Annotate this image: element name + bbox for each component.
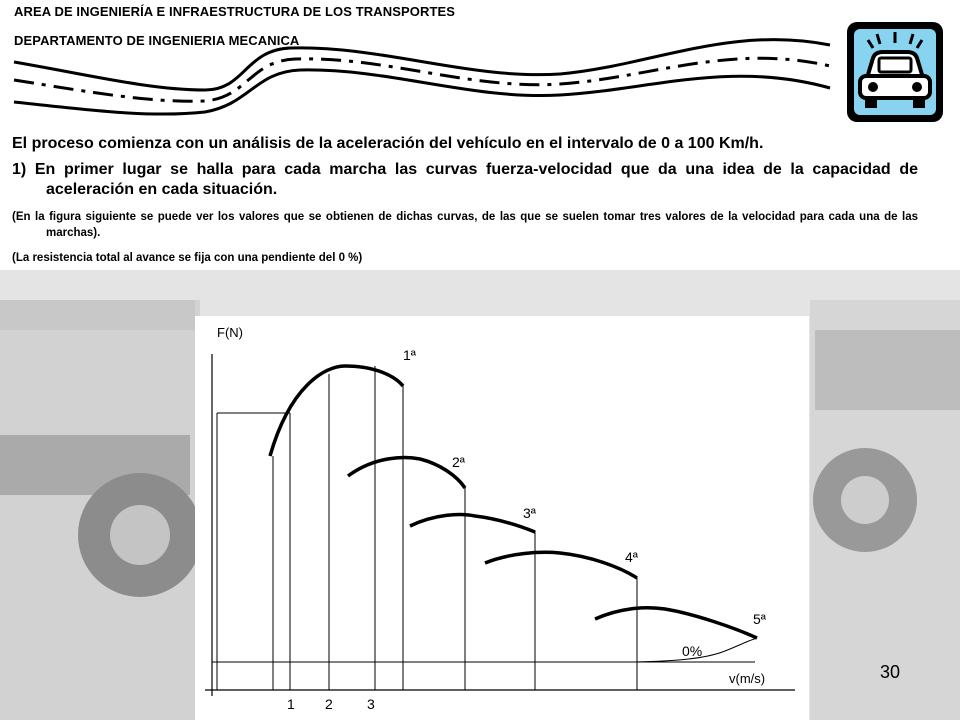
header-department-title: DEPARTAMENTO DE INGENIERIA MECANICA (14, 33, 300, 48)
intro-paragraph: El proceso comienza con un análisis de la aceleración del vehículo en el intervalo de 0 a 100 Km/h. (12, 135, 764, 152)
y-axis-label: F(N) (217, 325, 243, 340)
page-number: 30 (880, 662, 901, 682)
x-tick-label-3: 3 (367, 696, 375, 712)
road-graphic (0, 0, 960, 130)
x-tick-label-2: 2 (325, 696, 333, 712)
header-area-title: AREA DE INGENIERÍA E INFRAESTRUCTURA DE LOS TRANSPORTES (14, 4, 456, 19)
gear-4-label: 4ª (625, 549, 638, 565)
x-axis-label: v(m/s) (729, 671, 766, 686)
gear-3-label: 3ª (523, 505, 536, 521)
resistance-label: 0% (682, 643, 703, 659)
x-tick-label-1: 1 (287, 696, 295, 712)
force-speed-chart (195, 316, 809, 720)
car-icon (845, 20, 945, 124)
note-1-paragraph: (En la figura siguiente se puede ver los valores que se obtienen de dichas curvas, de las que se suelen tomar tres valores de la velocidad para cada una de las marchas). (12, 211, 918, 239)
gear-2-label: 2ª (452, 454, 465, 470)
gear-1-label: 1ª (403, 347, 416, 363)
note-2-paragraph: (La resistencia total al avance se fija con una pendiente del 0 %) (12, 252, 363, 264)
gear-5-label: 5ª (753, 611, 766, 627)
point-1-paragraph: 1) En primer lugar se halla para cada marcha las curvas fuerza-velocidad que da una idea de la capacidad de aceleración en cada situación. (12, 161, 918, 198)
